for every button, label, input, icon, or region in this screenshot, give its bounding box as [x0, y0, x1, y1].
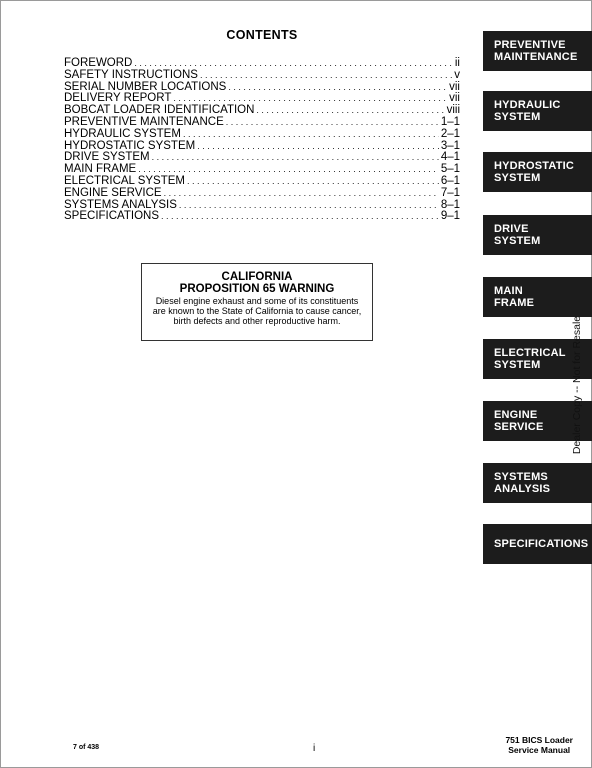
- toc-entry-page: 7–1: [440, 186, 460, 199]
- manual-title-line2: Service Manual: [508, 745, 571, 755]
- table-of-contents: [64, 58, 460, 223]
- toc-entry-page: viii: [446, 104, 460, 117]
- toc-entry-page: 4–1: [440, 151, 460, 164]
- tab-label-line1: SYSTEMS: [494, 471, 548, 483]
- tab-label-line1: ENGINE: [494, 409, 538, 421]
- toc-leader-dots: [183, 129, 439, 141]
- tab-label-line2: SYSTEM: [494, 111, 541, 123]
- toc-entry-title: HYDROSTATIC SYSTEM: [64, 139, 196, 152]
- tab-label-line2: MAINTENANCE: [494, 51, 578, 63]
- toc-entry-page: 8–1: [440, 198, 460, 211]
- toc-leader-dots: [226, 117, 439, 129]
- toc-entry[interactable]: [64, 211, 460, 223]
- tab-label-line1: ELECTRICAL: [494, 347, 566, 359]
- dealer-copy-watermark: Dealer Copy -- Not for Resale: [571, 315, 583, 455]
- toc-leader-dots: [164, 188, 439, 200]
- tab-main-frame[interactable]: [483, 277, 592, 317]
- tab-preventive-maintenance[interactable]: [483, 31, 592, 71]
- toc-entry-page: vii: [449, 80, 460, 93]
- tab-label-line2: SYSTEM: [494, 359, 541, 371]
- warning-heading-line2: PROPOSITION 65 WARNING: [179, 283, 335, 295]
- tab-label-line1: HYDRAULIC: [494, 99, 561, 111]
- tab-label-line2: SYSTEM: [494, 235, 541, 247]
- tab-hydrostatic-system[interactable]: [483, 152, 592, 192]
- toc-entry[interactable]: [64, 117, 460, 129]
- tab-label-line1: DRIVE: [494, 223, 529, 235]
- contents-title: CONTENTS: [226, 28, 298, 42]
- toc-entry-page: v: [454, 68, 460, 81]
- toc-entry-page: ii: [454, 57, 460, 69]
- toc-entry[interactable]: [64, 188, 460, 200]
- tab-drive-system[interactable]: [483, 215, 592, 255]
- toc-entry-page: 6–1: [440, 174, 460, 187]
- toc-entry[interactable]: [64, 70, 460, 82]
- warning-heading-line1: CALIFORNIA: [221, 271, 293, 283]
- tab-systems-analysis[interactable]: [483, 463, 592, 503]
- toc-entry-title: SAFETY INSTRUCTIONS: [64, 68, 198, 81]
- manual-title-line1: 751 BICS Loader: [505, 735, 573, 745]
- toc-leader-dots: [256, 105, 444, 117]
- toc-entry[interactable]: [64, 129, 460, 141]
- page-number: i: [313, 743, 316, 754]
- page-count: 7 of 438: [73, 744, 100, 751]
- toc-entry-title: HYDRAULIC SYSTEM: [64, 127, 181, 140]
- toc-entry-page: vii: [449, 92, 460, 105]
- toc-leader-dots: [161, 211, 439, 223]
- toc-leader-dots: [179, 200, 439, 212]
- tab-specifications[interactable]: [483, 524, 592, 564]
- tab-label-line2: SYSTEM: [494, 172, 541, 184]
- prop65-warning-box: [141, 263, 373, 341]
- toc-leader-dots: [152, 152, 439, 164]
- tab-hydraulic-system[interactable]: [483, 91, 592, 131]
- toc-entry[interactable]: [64, 176, 460, 188]
- toc-entry-title: SPECIFICATIONS: [64, 210, 159, 223]
- toc-entry-title: FOREWORD: [64, 57, 133, 69]
- toc-leader-dots: [228, 82, 447, 94]
- toc-entry-title: DELIVERY REPORT: [64, 92, 172, 105]
- tab-label-line2: SERVICE: [494, 421, 544, 433]
- toc-entry-title: ENGINE SERVICE: [64, 186, 162, 199]
- toc-entry-page: 3–1: [440, 139, 460, 152]
- tab-label-line1: MAIN: [494, 285, 523, 297]
- toc-entry-title: SYSTEMS ANALYSIS: [64, 198, 177, 211]
- toc-entry-page: 5–1: [440, 163, 460, 176]
- tab-label-line1: PREVENTIVE: [494, 39, 566, 51]
- toc-entry-page: 1–1: [440, 115, 460, 128]
- toc-entry-title: MAIN FRAME: [64, 163, 137, 176]
- toc-entry-title: DRIVE SYSTEM: [64, 151, 150, 164]
- tab-label-line2: ANALYSIS: [494, 483, 551, 495]
- warning-body: Diesel engine exhaust and some of its constituents are known to the State of California to cause cancer, birth defects and other reproductive harm.: [152, 296, 362, 326]
- toc-entry-title: ELECTRICAL SYSTEM: [64, 174, 185, 187]
- toc-entry-page: 9–1: [440, 210, 460, 223]
- toc-leader-dots: [200, 70, 452, 82]
- toc-entry-title: BOBCAT LOADER IDENTIFICATION: [64, 104, 255, 117]
- toc-entry-page: 2–1: [440, 127, 460, 140]
- manual-title: [505, 735, 573, 755]
- tab-label-line2: FRAME: [494, 297, 535, 309]
- toc-leader-dots: [187, 176, 439, 188]
- toc-leader-dots: [197, 141, 439, 153]
- toc-entry-title: SERIAL NUMBER LOCATIONS: [64, 80, 227, 93]
- tab-label-line1: SPECIFICATIONS: [494, 538, 589, 550]
- toc-entry-title: PREVENTIVE MAINTENANCE: [64, 115, 224, 128]
- tab-label-line1: HYDROSTATIC: [494, 160, 575, 172]
